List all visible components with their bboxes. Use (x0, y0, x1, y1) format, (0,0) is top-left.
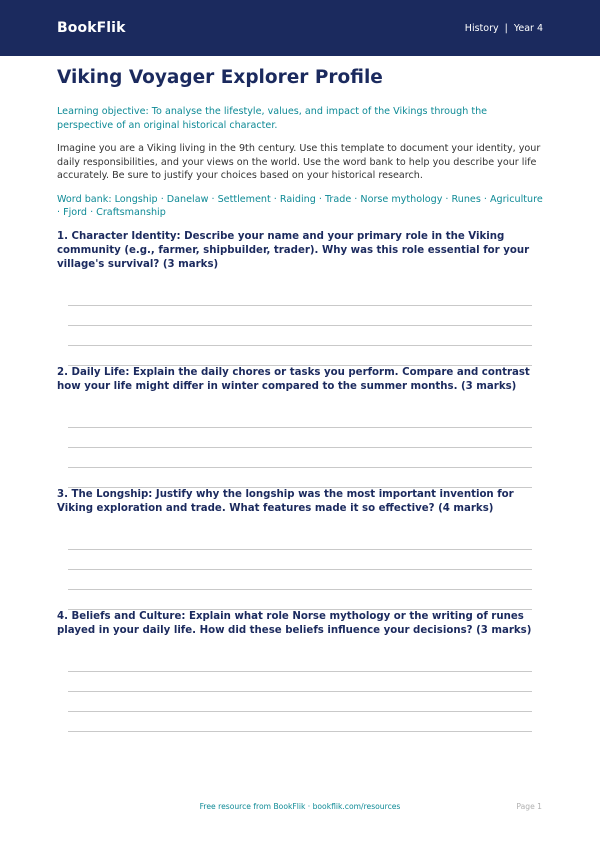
brand-logo: BookFlik (57, 20, 126, 36)
answer-line[interactable] (68, 325, 532, 326)
answer-line[interactable] (68, 467, 532, 468)
subject-label: History (464, 22, 499, 34)
question-3 (57, 488, 547, 516)
question-4-text: 4. Beliefs and Culture: Explain what role Norse mythology or the writing of runes played in your daily life. How did these beliefs influence your decisions? (3 marks) (57, 611, 532, 636)
intro-section (57, 60, 543, 220)
answer-line[interactable] (68, 691, 532, 692)
answer-line[interactable] (68, 671, 532, 672)
answer-line[interactable] (68, 549, 532, 550)
question-1-text: 1. Character Identity: Describe your name and your primary role in the Viking community (e.g., farmer, shipbuilder, trader). Why was this role essential for your village's survival? (3 marks) (57, 231, 530, 270)
page-title: Viking Voyager Explorer Profile (57, 67, 383, 88)
answer-line[interactable] (68, 589, 532, 590)
meta-separator: | (504, 22, 508, 34)
question-3-text: 3. The Longship: Justify why the longship was the most important invention for Viking exploration and trade. What features made it so effective? (4 marks) (57, 489, 514, 514)
header-bar (0, 0, 600, 56)
word-bank: Word bank: Longship · Danelaw · Settlement · Raiding · Trade · Norse mythology · Runes · Agriculture · Fjord · Craftsmanship (57, 193, 543, 218)
learning-objective: Learning objective: To analyse the lifestyle, values, and impact of the Vikings through the perspective of an original historical character. (57, 106, 488, 131)
answer-line[interactable] (68, 447, 532, 448)
question-4 (57, 610, 547, 638)
question-2-text: 2. Daily Life: Explain the daily chores or tasks you perform. Compare and contrast how your life might differ in winter compared to the summer months. (3 marks) (57, 367, 530, 392)
answer-line[interactable] (68, 711, 532, 712)
question-1 (57, 230, 547, 272)
answer-line[interactable] (68, 345, 532, 346)
page-number: Page 1 (516, 802, 542, 811)
footer-resource-link[interactable]: Free resource from BookFlik · bookflik.com/resources (199, 802, 401, 811)
answer-line[interactable] (68, 427, 532, 428)
footer (0, 802, 600, 816)
answer-line[interactable] (68, 305, 532, 306)
header-meta (465, 23, 543, 34)
question-2 (57, 366, 547, 394)
answer-line[interactable] (68, 731, 532, 732)
year-label: Year 4 (513, 22, 543, 34)
intro-paragraph: Imagine you are a Viking living in the 9th century. Use this template to document your identity, your daily responsibilities, and your views on the world. Use the word bank to help you describe your life accurately. Be sure to justify your choices based on your historical research. (57, 143, 541, 181)
answer-line[interactable] (68, 569, 532, 570)
